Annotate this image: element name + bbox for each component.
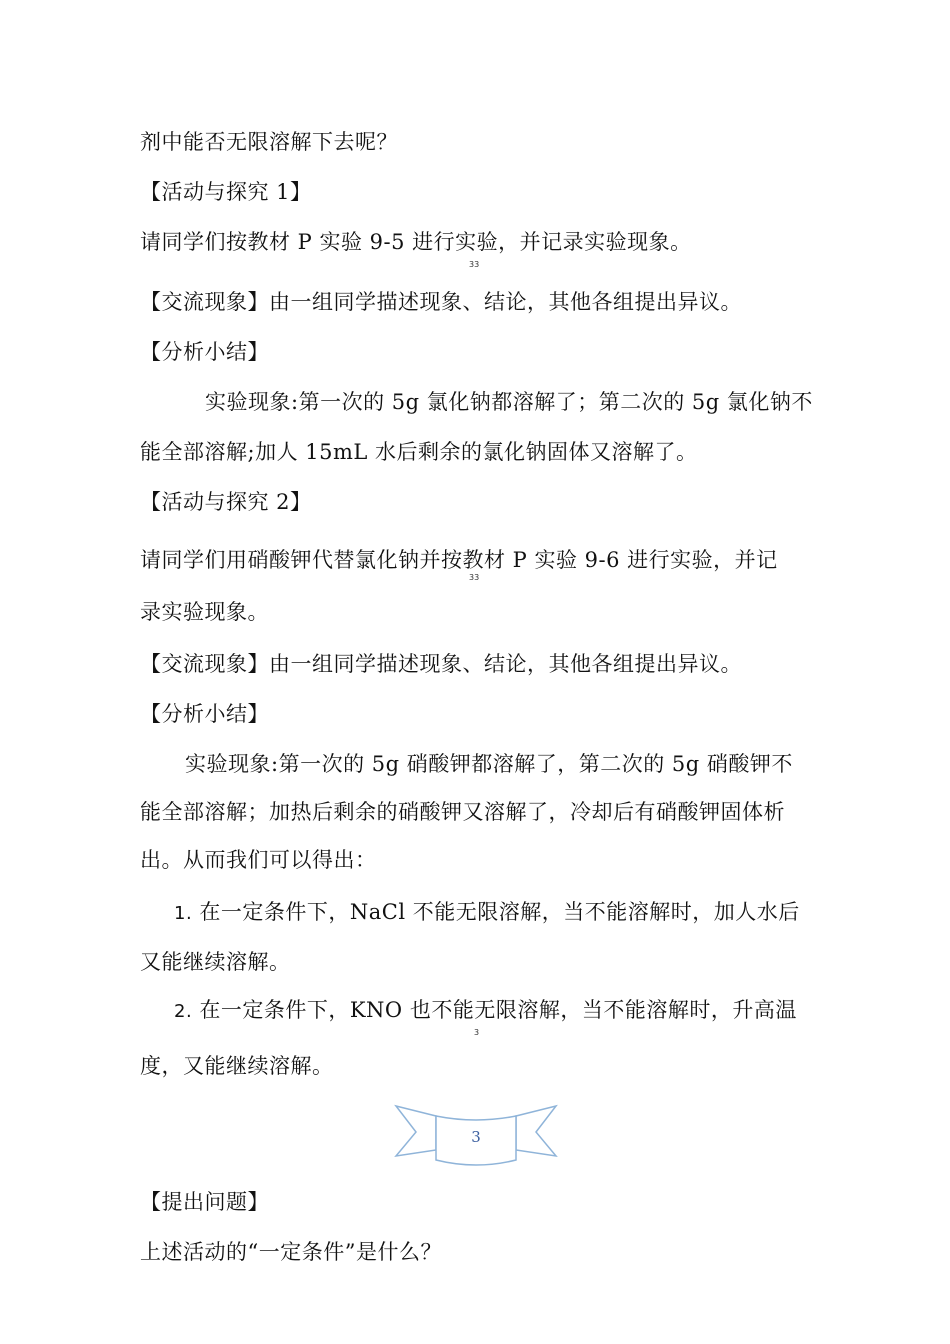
text-line: 度，又能继续溶解。 xyxy=(140,1054,334,1078)
section-heading: 【分析小结】 xyxy=(140,340,269,364)
text-line: 出。从而我们可以得出： xyxy=(140,848,377,872)
text-line: 能全部溶解；加热后剩余的硝酸钾又溶解了，冷却后有硝酸钾固体析 xyxy=(140,800,785,824)
section-heading: 【提出问题】 xyxy=(140,1190,269,1214)
page-number-ribbon xyxy=(392,1104,560,1168)
text-line: 上述活动的“一定条件”是什么？ xyxy=(140,1240,442,1264)
list-item xyxy=(174,996,797,1026)
text-line: 录实验现象。 xyxy=(140,600,269,624)
text-line: 剂中能否无限溶解下去呢？ xyxy=(140,130,398,154)
text-line: 请同学们按教材 P 实验 9-5 进行实验，并记录实验现象。 xyxy=(140,230,692,254)
list-text: 在一定条件下，KNO 也不能无限溶解，当不能溶解时，升高温 xyxy=(192,998,797,1022)
text-line: 【交流现象】由一组同学描述现象、结论，其他各组提出异议。 xyxy=(140,290,742,314)
subscript: 33 xyxy=(469,573,480,582)
section-heading: 【活动与探究 2】 xyxy=(140,490,312,514)
list-item xyxy=(174,898,800,928)
text-line: 实验现象:第一次的 5g 氯化钠都溶解了；第二次的 5g 氯化钠不 xyxy=(205,390,813,414)
ribbon-left-tail xyxy=(396,1106,436,1156)
section-heading: 【活动与探究 1】 xyxy=(140,180,312,204)
list-number: 2. xyxy=(174,1001,193,1022)
text-line: 【交流现象】由一组同学描述现象、结论，其他各组提出异议。 xyxy=(140,652,742,676)
list-number: 1. xyxy=(174,903,193,924)
text-line: 又能继续溶解。 xyxy=(140,950,291,974)
subscript: 3 xyxy=(474,1028,480,1037)
subscript: 33 xyxy=(469,260,480,269)
text-line: 实验现象:第一次的 5g 硝酸钾都溶解了，第二次的 5g 硝酸钾不 xyxy=(185,752,793,776)
section-heading: 【分析小结】 xyxy=(140,702,269,726)
text-line: 能全部溶解;加人 15mL 水后剩余的氯化钠固体又溶解了。 xyxy=(140,440,698,464)
list-text: 在一定条件下，NaCl 不能无限溶解，当不能溶解时，加人水后 xyxy=(192,900,800,924)
page-number: 3 xyxy=(471,1128,481,1146)
text-line: 请同学们用硝酸钾代替氯化钠并按教材 P 实验 9-6 进行实验，并记 xyxy=(140,548,778,572)
ribbon-right-tail xyxy=(516,1106,556,1156)
